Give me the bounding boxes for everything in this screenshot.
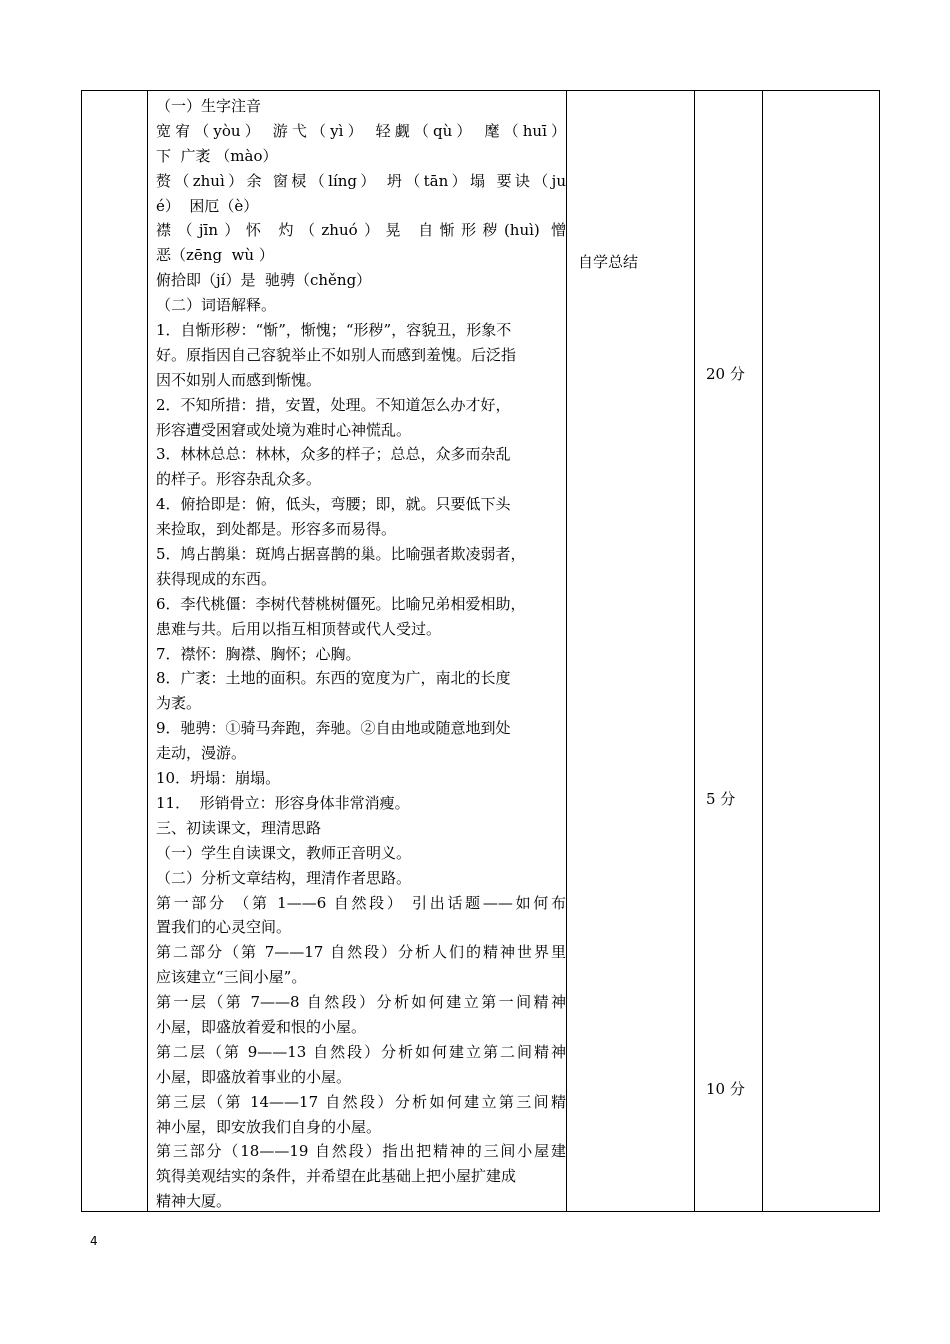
content-line: 4．俯拾即是：俯，低头，弯腰；即，就。只要低下头 bbox=[156, 495, 511, 514]
content-line: 走动，漫游。 bbox=[156, 744, 247, 763]
activity-label: 自学总结 bbox=[578, 253, 639, 271]
content-line: 下 广袤 （mào） bbox=[156, 146, 278, 165]
content-line: 3．林林总总：林林，众多的样子；总总，众多而杂乱 bbox=[156, 445, 511, 464]
content-line: 6．李代桃僵：李树代替桃树僵死。比喻兄弟相爱相助， bbox=[156, 594, 526, 613]
content-line: 第二部分（第 7——17 自然段）分析人们的精神世界里 bbox=[156, 943, 566, 962]
content-line: 的样子。形容杂乱众多。 bbox=[156, 470, 322, 489]
lesson-content bbox=[156, 94, 566, 1214]
content-line: 应该建立“三间小屋”。 bbox=[156, 968, 307, 987]
content-line: 第三部分（18——19 自然段）指出把精神的三间小屋建 bbox=[156, 1142, 566, 1161]
content-line: 10．坍塌：崩塌。 bbox=[156, 769, 281, 788]
content-line: 置我们的心灵空间。 bbox=[156, 918, 292, 937]
content-line: 为袤。 bbox=[156, 694, 202, 713]
content-line: 襟（jīn）怀 灼（zhuó）晃 自惭形秽(huì) 憎 bbox=[156, 221, 566, 240]
content-line: 11． 形销骨立：形容身体非常消瘦。 bbox=[156, 793, 410, 812]
content-line: 好。原指因自己容貌举止不如别人而感到羞愧。后泛指 bbox=[156, 345, 517, 364]
content-line: 1．自惭形秽：“惭”，惭愧；“形秽”，容貌丑，形象不 bbox=[156, 321, 512, 340]
content-line: 获得现成的东西。 bbox=[156, 569, 277, 588]
content-line: 2．不知所措：措，安置，处理。不知道怎么办才好， bbox=[156, 395, 511, 414]
content-line: 小屋，即盛放着事业的小屋。 bbox=[156, 1067, 352, 1086]
content-line: 7．襟怀：胸襟、胸怀；心胸。 bbox=[156, 644, 361, 663]
time-allocation: 10 分 bbox=[706, 1080, 745, 1098]
content-line: 精神大厦。 bbox=[156, 1192, 232, 1211]
lesson-table bbox=[81, 90, 880, 1212]
column-divider bbox=[762, 91, 763, 1211]
content-line: （二）词语解释。 bbox=[156, 296, 277, 315]
content-line: 恶（zēng wù ） bbox=[156, 246, 274, 265]
content-line: 患难与共。后用以指互相顶替或代人受过。 bbox=[156, 619, 442, 638]
content-line: é） 困厄（è） bbox=[156, 196, 259, 215]
content-line: （一）生字注音 bbox=[156, 97, 262, 115]
content-line: 来捡取，到处都是。形容多而易得。 bbox=[156, 520, 397, 539]
column-divider bbox=[694, 91, 695, 1211]
page-number: 4 bbox=[90, 1234, 98, 1248]
content-line: 因不如别人而感到惭愧。 bbox=[156, 370, 322, 389]
content-line: 俯拾即（jí）是 驰骋（chěng） bbox=[156, 271, 372, 290]
content-line: （二）分析文章结构，理清作者思路。 bbox=[156, 868, 412, 887]
content-line: 赘（zhuì）余 窗棂（líng） 坍（tān）塌 要诀（ju bbox=[156, 171, 566, 190]
content-line: 形容遭受困窘或处境为难时心神慌乱。 bbox=[156, 420, 412, 439]
content-line: 三、初读课文，理清思路 bbox=[156, 818, 322, 837]
content-line: 5．鸠占鹊巢：斑鸠占据喜鹊的巢。比喻强者欺凌弱者， bbox=[156, 545, 526, 564]
content-line: 第一层（第 7——8 自然段）分析如何建立第一间精神 bbox=[156, 993, 566, 1012]
content-line: 筑得美观结实的条件，并希望在此基础上把小屋扩建成 bbox=[156, 1167, 517, 1186]
content-line: 9．驰骋：①骑马奔跑，奔驰。②自由地或随意地到处 bbox=[156, 719, 511, 738]
column-divider bbox=[566, 91, 567, 1211]
content-line: 小屋，即盛放着爱和恨的小屋。 bbox=[156, 1017, 367, 1036]
content-line: 第二层（第 9——13 自然段）分析如何建立第二间精神 bbox=[156, 1042, 566, 1061]
content-line: 神小屋，即安放我们自身的小屋。 bbox=[156, 1117, 382, 1136]
column-divider bbox=[147, 91, 148, 1211]
time-allocation: 20 分 bbox=[706, 365, 745, 383]
content-line: 宽宥（yòu） 游弋（yì） 轻觑（qù） 麾（huī） bbox=[156, 121, 566, 140]
content-line: 8．广袤：土地的面积。东西的宽度为广，南北的长度 bbox=[156, 669, 511, 688]
time-allocation: 5 分 bbox=[706, 790, 736, 808]
content-line: 第一部分 （第 1——6 自然段） 引出话题——如何布 bbox=[156, 893, 566, 912]
content-line: （一）学生自读课文，教师正音明义。 bbox=[156, 843, 412, 862]
content-line: 第三层（第 14——17 自然段）分析如何建立第三间精 bbox=[156, 1092, 566, 1111]
